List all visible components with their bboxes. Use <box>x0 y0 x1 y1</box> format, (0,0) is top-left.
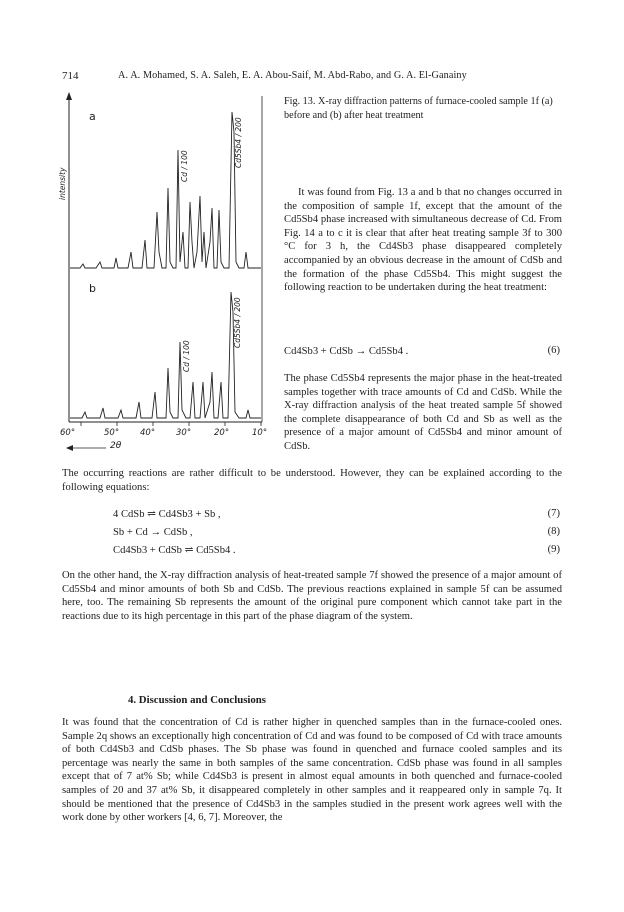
peak-label-b-cd5sb4: Cd5Sb4 / 200 <box>233 297 242 348</box>
equation-8-number: (8) <box>547 526 560 537</box>
y-axis-arrow <box>66 92 72 100</box>
panel-b-label: b <box>89 282 96 295</box>
peak-label-a-cd: Cd / 100 <box>180 150 189 182</box>
paragraph-3: The occurring reactions are rather difficult to be understood. However, they can be explained according to the following equations: <box>62 468 562 493</box>
x-axis-label: 2θ <box>110 441 122 451</box>
equation-8: Sb + Cd → CdSb , <box>113 527 193 538</box>
x-tick-label: 30° <box>176 428 192 438</box>
peak-label-a-cd5sb4: Cd5Sb4 / 200 <box>234 117 243 168</box>
panel-a-label: a <box>89 110 96 123</box>
equation-9: Cd4Sb3 + CdSb ⇌ Cd5Sb4 . <box>113 545 236 556</box>
x-tick-label: 50° <box>104 428 120 438</box>
equation-7: 4 CdSb ⇌ Cd4Sb3 + Sb , <box>113 509 221 520</box>
paragraph-4: On the other hand, the X-ray diffraction analysis of heat-treated sample 7f showed the presence of a major amount of Cd5Sb4 and minor amounts of both Sb and CdSb. The previous reactions explained in sample 5f can be assumed here, too. The remaining Sb represents the amount of the original pure component which cannot take part in the reactions due to its high percentage in this part of the phase diagram of the system. <box>62 570 562 622</box>
y-axis-label: intensity <box>58 167 67 200</box>
equation-6-number: (6) <box>547 345 560 356</box>
equation-9-number: (9) <box>547 544 560 555</box>
equation-7-number: (7) <box>547 508 560 519</box>
trace-a <box>70 112 261 268</box>
running-head: A. A. Mohamed, S. A. Saleh, E. A. Abou-Saif, M. Abd-Rabo, and G. A. El-Ganainy <box>118 70 467 81</box>
page-number: 714 <box>62 70 79 82</box>
x-tick-label: 40° <box>140 428 156 438</box>
x-tick-label: 20° <box>214 428 230 438</box>
paragraph-2: The phase Cd5Sb4 represents the major phase in the heat-treated samples together with trace amounts of Cd and CdSb. While the X-ray diffraction analysis of the heat treated sample 5f showed the complete disappearance of both Cd and Sb as well as the presence of a major amount of Cd5Sb4 and minor amount of CdSb. <box>284 373 562 452</box>
xrd-figure <box>56 92 274 460</box>
section-heading: 4. Discussion and Conclusions <box>128 694 267 706</box>
peak-label-b-cd: Cd / 100 <box>182 340 191 372</box>
figure-caption: Fig. 13. X-ray diffraction patterns of furnace-cooled sample 1f (a) before and (b) after heat treatment <box>284 96 553 121</box>
x-tick-label: 10° <box>252 428 268 438</box>
xlabel-arrow-head <box>66 445 73 451</box>
x-tick-label: 60° <box>60 428 76 438</box>
equation-6: Cd4Sb3 + CdSb → Cd5Sb4 . <box>284 346 409 357</box>
paragraph-5: It was found that the concentration of Cd is rather higher in quenched samples than in the furnace-cooled ones. Sample 2q shows an exceptionally high concentration of Cd and was found to be composed of Cd with trace amounts of both Cd4Sb3 and CdSb phases. The Sb phase was found in quenched and furnace cooled samples and its percentage was nearly the same in both samples of the same concentration. CdSb phase was found in all samples except that of 7 at% Sb; while Cd4Sb3 is present in almost equal amounts in both quenched and furnace-cooled samples of 20 and 37 at% Sb, it disappeared completely in other samples and it reappeared only in sample 7q. It should be mentioned that the presence of Cd4Sb3 in the samples studied in the present work agrees well with the work done by other workers [4, 6, 7]. Moreover, the <box>62 717 562 824</box>
paragraph-1: It was found from Fig. 13 a and b that no changes occurred in the composition of sample 1f, except that the amount of the Cd5Sb4 phase increased with simultaneous decrease of Cd. From Fig. 14 a to c it is clear that after heat treating sample 3f to 300 °C for 3 h, the Cd4Sb3 phase disappeared completely accompanied by an obvious decrease in the amount of CdSb and the formation of the phase Cd5Sb4. This might suggest the following reaction to be undertaken during the heat treatment: <box>284 187 562 294</box>
